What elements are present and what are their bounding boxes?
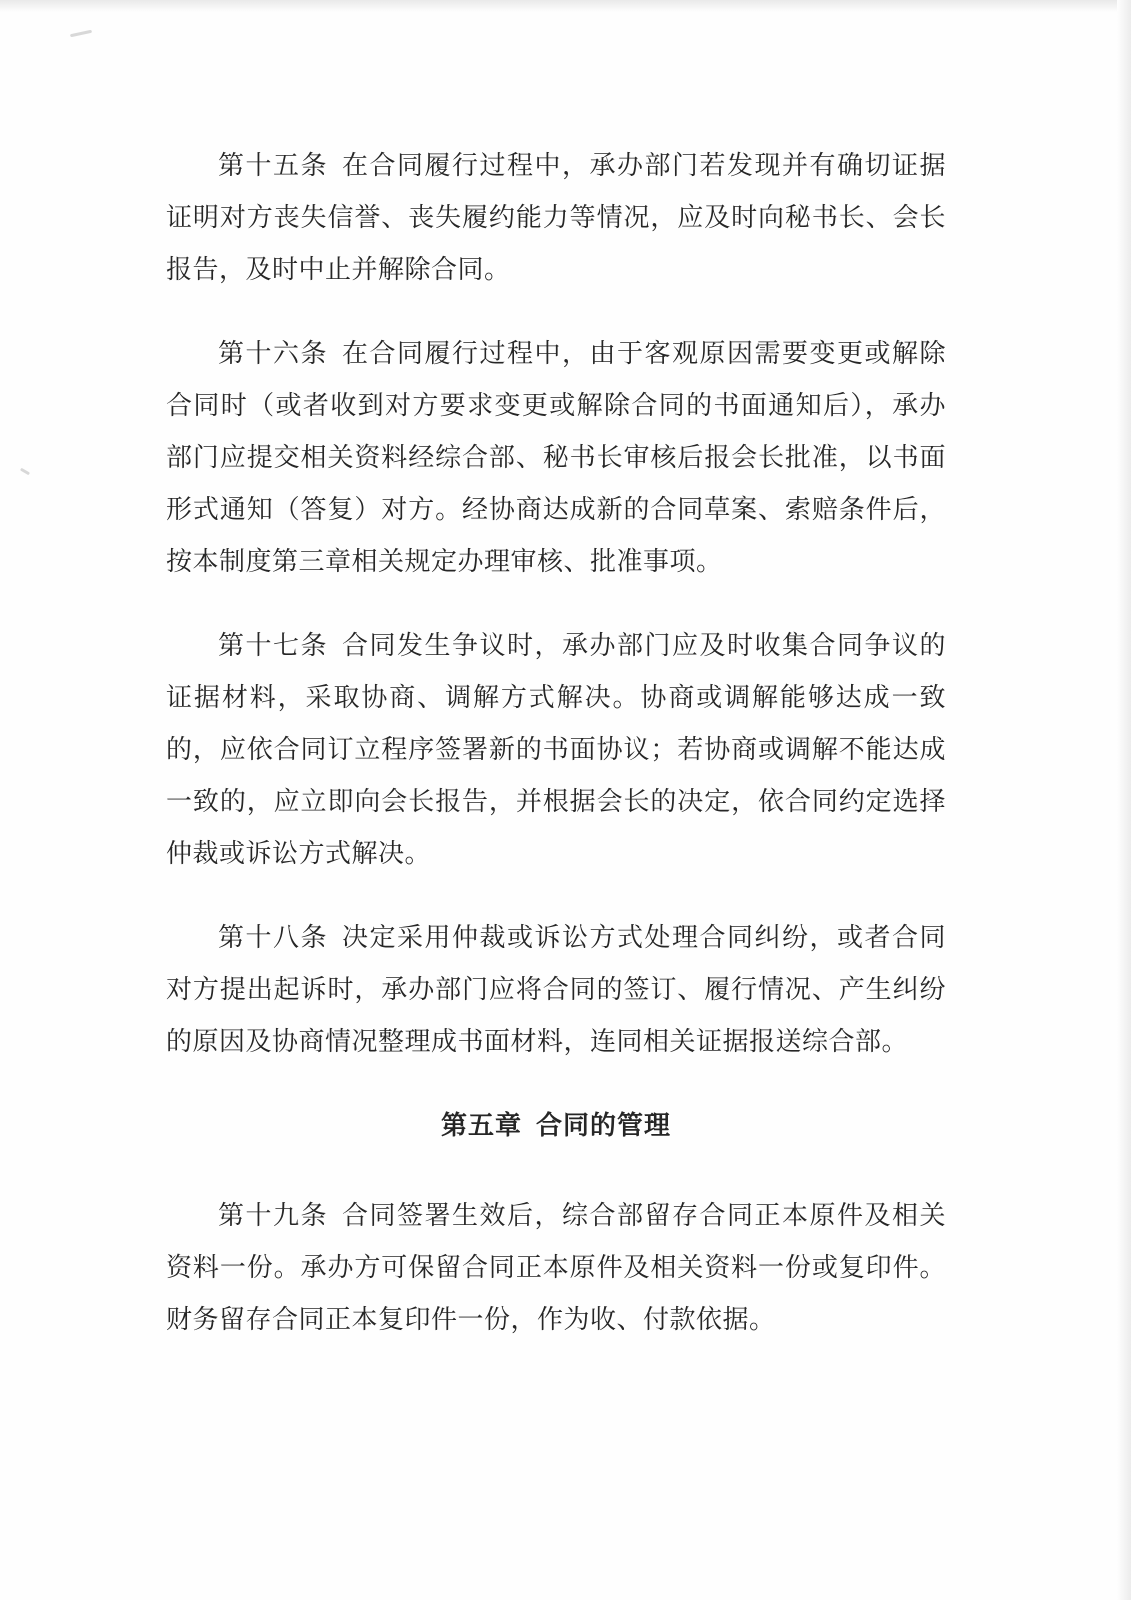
article-paragraph bbox=[166, 1190, 946, 1346]
chapter-heading bbox=[166, 1100, 946, 1152]
article-paragraph bbox=[166, 620, 946, 880]
article-text: 合同签署生效后，综合部留存合同正本原件及相关资料一份。承办方可保留合同正本原件及相关资料一份或复印件。财务留存合同正本复印件一份，作为收、付款依据。 bbox=[166, 1201, 946, 1335]
scan-edge-right bbox=[1117, 0, 1131, 1600]
article-text: 在合同履行过程中，由于客观原因需要变更或解除合同时（或者收到对方要求变更或解除合同的书面通知后），承办部门应提交相关资料经综合部、秘书长审核后报会长批准，以书面形式通知（答复）对方。经协商达成新的合同草案、索赔条件后，按本制度第三章相关规定办理审核、批准事项。 bbox=[166, 339, 946, 577]
article-number: 第十七条 bbox=[218, 631, 328, 661]
article-text: 合同发生争议时，承办部门应及时收集合同争议的证据材料，采取协商、调解方式解决。协商或调解能够达成一致的，应依合同订立程序签署新的书面协议；若协商或调解不能达成一致的，应立即向会长报告，并根据会长的决定，依合同约定选择仲裁或诉讼方式解决。 bbox=[166, 631, 946, 869]
article-number: 第十九条 bbox=[218, 1201, 328, 1231]
article-paragraph bbox=[166, 328, 946, 588]
article-number: 第十五条 bbox=[218, 151, 328, 181]
document-body bbox=[166, 140, 946, 1378]
scan-speck bbox=[20, 468, 30, 476]
article-text: 决定采用仲裁或诉讼方式处理合同纠纷，或者合同对方提出起诉时，承办部门应将合同的签订、履行情况、产生纠纷的原因及协商情况整理成书面材料，连同相关证据报送综合部。 bbox=[166, 923, 946, 1057]
article-paragraph bbox=[166, 140, 946, 296]
article-number: 第十八条 bbox=[218, 923, 328, 953]
article-number: 第十六条 bbox=[218, 339, 328, 369]
chapter-number: 第五章 bbox=[440, 1111, 522, 1141]
chapter-title: 合同的管理 bbox=[536, 1111, 672, 1141]
scan-speck bbox=[70, 30, 92, 38]
scan-edge-top bbox=[0, 0, 1131, 12]
article-paragraph bbox=[166, 912, 946, 1068]
article-text: 在合同履行过程中，承办部门若发现并有确切证据证明对方丧失信誉、丧失履约能力等情况，应及时向秘书长、会长报告，及时中止并解除合同。 bbox=[166, 151, 946, 285]
